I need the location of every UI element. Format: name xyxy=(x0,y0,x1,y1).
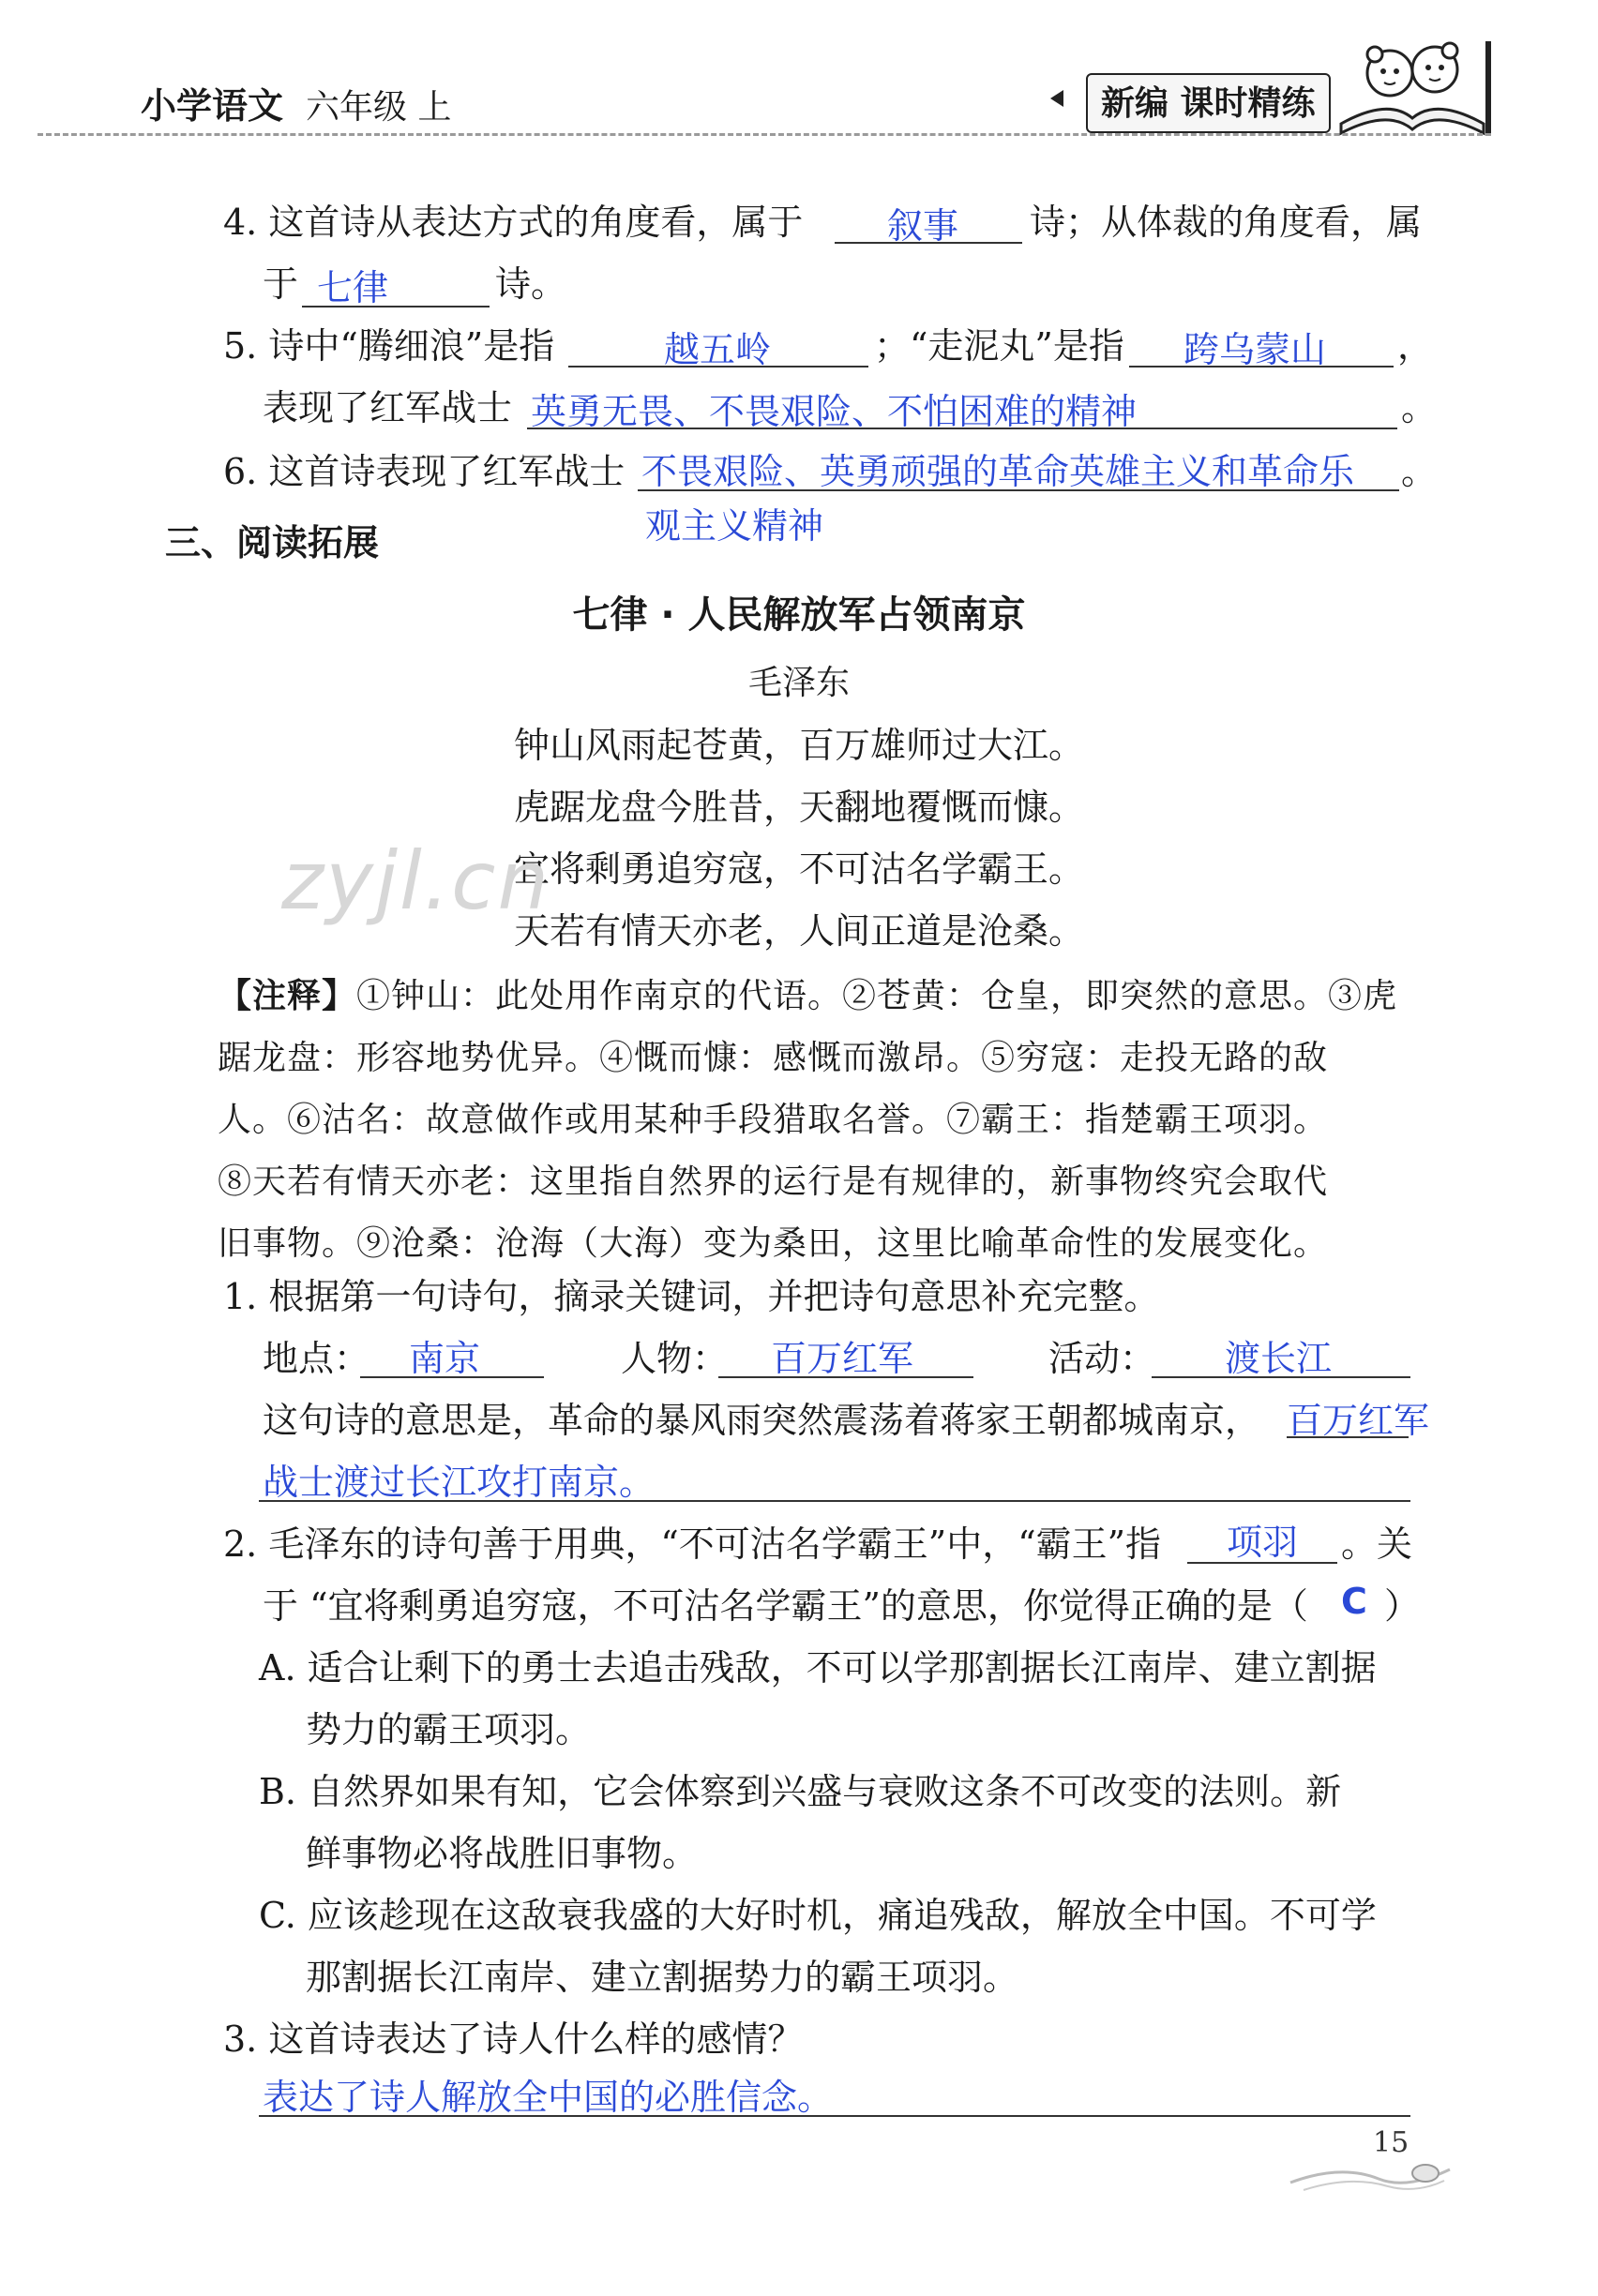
r-q1-meaning: 这句诗的意思是，革命的暴风雨突然震荡着蒋家王朝都城南京， xyxy=(263,1400,1261,1441)
r-q2-option-c[interactable]: C. 应该趁现在这敌衰我盛的大好时机，痛追残敌，解放全中国。不可学 xyxy=(259,1895,1377,1936)
q5-part3: ， xyxy=(1397,325,1434,367)
poem-line: 宜将剩勇追穷寇，不可沽名学霸王。 xyxy=(513,848,1084,890)
r-q2-part4: ） xyxy=(1384,1585,1421,1627)
poem-line: 虎踞龙盘今胜昔，天翻地覆慨而慷。 xyxy=(513,787,1084,828)
r-q1-person-answer: 百万红军 xyxy=(771,1338,914,1379)
r-q1-meaning-answer1: 百万红军 xyxy=(1287,1400,1430,1441)
q4-part3: 于 xyxy=(263,263,299,305)
q5-part1: 5. 诗中“腾细浪”是指 xyxy=(223,325,555,367)
q5-answer1: 越五岭 xyxy=(664,329,772,370)
book-bear-illustration-icon xyxy=(1332,32,1493,141)
section3-title: 三、阅读拓展 xyxy=(165,521,380,563)
q5-part4: 表现了红军战士 xyxy=(263,387,513,428)
q4-part4: 诗。 xyxy=(495,263,567,305)
q6-answer2: 观主义精神 xyxy=(645,505,824,547)
page-number: 15 xyxy=(1373,2126,1410,2159)
series-badge: 新编 课时精练 xyxy=(1086,73,1331,133)
r-q1-stem: 1. 根据第一句诗句，摘录关键词，并把诗句意思补充完整。 xyxy=(223,1276,1160,1317)
r-q2-option-b-cont: 鲜事物必将战胜旧事物。 xyxy=(306,1833,699,1874)
r-q2-option-a[interactable]: A. 适合让剩下的勇士去追击残敌，不可以学那割据长江南岸、建立割据 xyxy=(259,1647,1377,1688)
q6-answer1: 不畏艰险、英勇顽强的革命英雄主义和革命乐 xyxy=(641,451,1355,492)
header-grade: 六年级 上 xyxy=(306,88,452,127)
q4-answer1: 叙事 xyxy=(887,205,959,247)
q4-part2: 诗；从体裁的角度看，属 xyxy=(1030,202,1423,243)
notes-line-1 xyxy=(218,969,1397,1017)
notes-line: ⑧天若有情天亦老：这里指自然界的运行是有规律的，新事物终究会取代 xyxy=(218,1163,1329,1201)
r-q3-stem: 3. 这首诗表达了诗人什么样的感情？ xyxy=(223,2018,804,2060)
q5-answer2: 跨乌蒙山 xyxy=(1183,329,1327,370)
page-number-ornament-icon xyxy=(1285,2126,1454,2201)
r-q1-meaning-answer2: 战士渡过长江攻打南京。 xyxy=(263,1462,656,1503)
r-q2-part1: 2. 毛泽东的诗句善于用典，“不可沽名学霸王”中，“霸王”指 xyxy=(223,1523,1162,1565)
r-q1-place-answer: 南京 xyxy=(409,1338,481,1379)
watermark: zyjl.cn xyxy=(281,834,550,928)
r-q1-activity-answer: 渡长江 xyxy=(1225,1338,1333,1379)
notes-text: ①钟山：此处用作南京的代语。②苍黄：仓皇，即突然的意思。③虎 xyxy=(356,977,1398,1015)
r-q2-option-b[interactable]: B. 自然界如果有知，它会体察到兴盛与衰败这条不可改变的法则。新 xyxy=(259,1771,1342,1812)
r-q2-choice: C xyxy=(1341,1581,1367,1622)
poem-title: 七律 · 人民解放军占领南京 xyxy=(572,593,1026,637)
q5-answer3: 英勇无畏、不畏艰险、不怕困难的精神 xyxy=(531,391,1138,432)
poem-author: 毛泽东 xyxy=(747,664,850,702)
header-subject: 小学语文 xyxy=(141,84,284,127)
poem-line: 天若有情天亦老，人间正道是沧桑。 xyxy=(513,910,1084,952)
r-q1-person-label: 人物： xyxy=(621,1338,729,1379)
r-q2-answer: 项羽 xyxy=(1227,1522,1299,1563)
header-title xyxy=(141,77,451,128)
q5-part5: 。 xyxy=(1401,387,1438,428)
notes-line: 旧事物。⑨沧桑：沧海（大海）变为桑田，这里比喻革命性的发展变化。 xyxy=(218,1224,1329,1263)
r-q2-part3: 于 “宜将剩勇追穷寇，不可沽名学霸王”的意思，你觉得正确的是（ xyxy=(263,1585,1308,1627)
r-q2-option-c-cont: 那割据长江南岸、建立割据势力的霸王项羽。 xyxy=(306,1957,1019,1998)
q4-answer2: 七律 xyxy=(317,267,389,308)
header-divider xyxy=(38,133,1491,136)
r-q1-place-label: 地点： xyxy=(263,1338,370,1379)
notes-line: 踞龙盘：形容地势优异。④慨而慷：感慨而激昂。⑤穷寇：走投无路的敌 xyxy=(218,1039,1329,1077)
r-q3-answer: 表达了诗人解放全中国的必胜信念。 xyxy=(263,2077,834,2118)
r-q1-activity-label: 活动： xyxy=(1048,1338,1156,1379)
q5-part2: ；“走泥丸”是指 xyxy=(874,325,1124,367)
q6-part1: 6. 这首诗表现了红军战士 xyxy=(223,451,626,492)
header-arrow-icon xyxy=(1050,90,1063,107)
q4-part1: 4. 这首诗从表达方式的角度看，属于 xyxy=(223,202,804,243)
r-q2-option-a-cont: 势力的霸王项羽。 xyxy=(306,1709,592,1750)
r-q2-part2: 。关 xyxy=(1341,1523,1413,1565)
notes-line: 人。⑥沽名：故意做作或用某种手段猎取名誉。⑦霸王：指楚霸王项羽。 xyxy=(218,1101,1329,1139)
notes-label: 【注释】 xyxy=(218,977,357,1015)
q6-part2: 。 xyxy=(1401,451,1438,492)
poem-line: 钟山风雨起苍黄，百万雄师过大江。 xyxy=(513,725,1084,766)
